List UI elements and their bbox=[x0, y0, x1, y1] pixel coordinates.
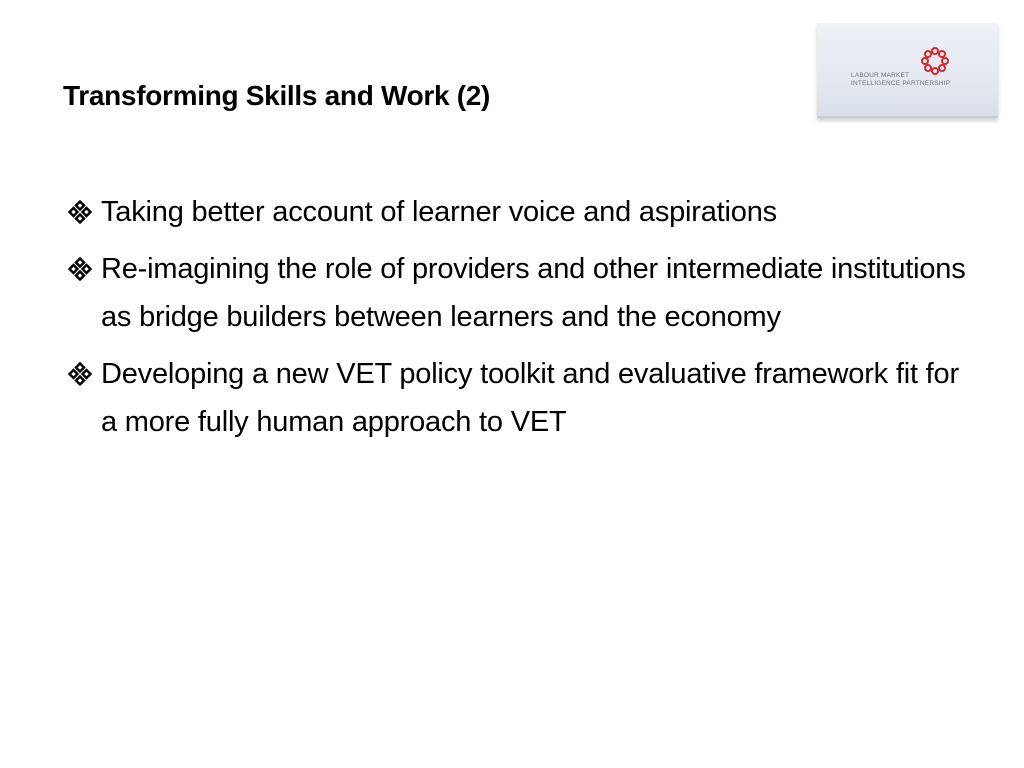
bullet-item bbox=[66, 245, 966, 341]
ring-of-dots-logo-icon bbox=[921, 47, 949, 75]
four-diamond-bullet-icon bbox=[66, 257, 94, 281]
bullet-text: Developing a new VET policy toolkit and evaluative framework fit for a more fully human approach to VET bbox=[101, 358, 959, 438]
bullet-text: Re-imagining the role of providers and other intermediate institutions as bridge builders between learners and the economy bbox=[101, 253, 966, 333]
slide-title: Transforming Skills and Work (2) bbox=[63, 80, 491, 111]
bullet-text: Taking better account of learner voice and aspirations bbox=[101, 196, 777, 228]
partner-logo bbox=[817, 23, 998, 118]
bullet-item bbox=[66, 188, 966, 236]
four-diamond-bullet-icon bbox=[66, 200, 94, 224]
logo-wordmark bbox=[851, 72, 950, 87]
four-diamond-bullet-icon bbox=[66, 362, 94, 386]
bullet-item bbox=[66, 350, 966, 446]
bullet-list bbox=[66, 188, 966, 455]
logo-line-2: INTELLIGENCE PARTNERSHIP bbox=[851, 79, 951, 87]
logo-line-1: LABOUR MARKET bbox=[851, 72, 910, 79]
